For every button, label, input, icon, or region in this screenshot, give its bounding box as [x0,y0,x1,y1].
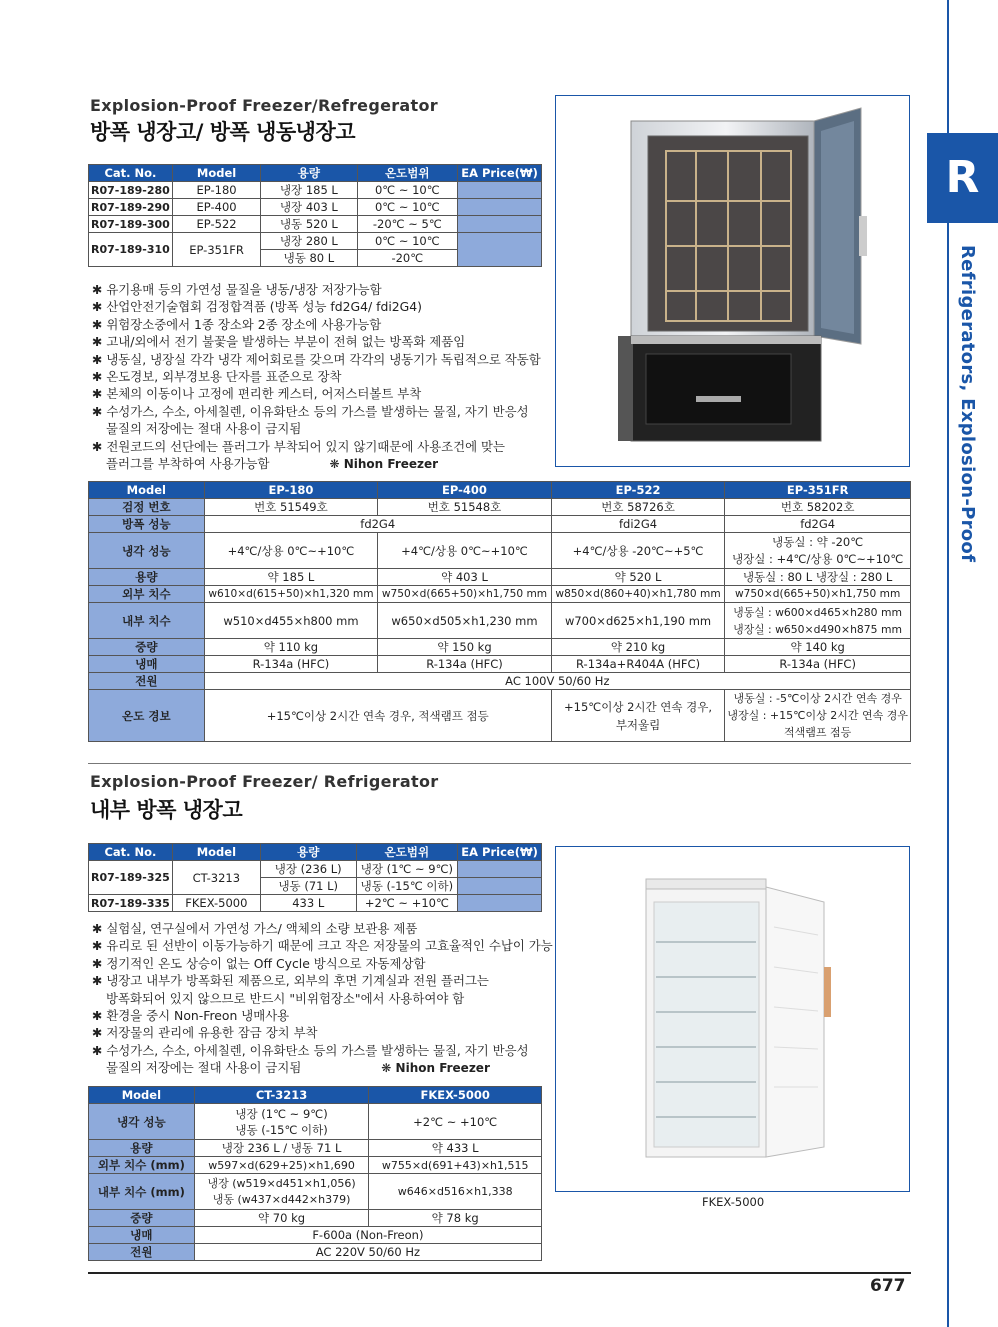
table-row [89,1210,542,1227]
model: EP-351FR [172,233,260,267]
price-cell [458,895,542,912]
price-cell [458,233,542,267]
cell: 약 140 kg [725,639,911,656]
section2-feature-list [92,920,553,1078]
col-header-temp: 온도범위 [356,844,458,861]
col-header-ep400: EP-400 [378,482,552,499]
cell: w755×d(691+43)×h1,515 [369,1157,542,1174]
table-row [89,673,911,690]
list-item: 방폭화되어 있지 않으므로 반드시 "비위험장소"에서 사용하여야 함 [106,990,465,1006]
list-item: ✱ 수성가스, 수소, 아세칠렌, 이유화탄소 등의 가스를 발생하는 물질, 자기 반응성 [92,1042,529,1058]
cell: R-134a (HFC) [204,656,378,673]
cell: 약 150 kg [378,639,552,656]
cell: F-600a (Non-Freon) [194,1227,541,1244]
col-header-ep180: EP-180 [204,482,378,499]
cell: w610×d(615+50)×h1,320 mm [204,586,378,603]
cell: w650×d505×h1,230 mm [378,603,552,639]
section1-title-en: Explosion-Proof Freezer/Refregerator [90,96,438,115]
cat-no: R07-189-290 [89,199,173,216]
row-header: 검정 번호 [89,499,205,516]
temp-range: 냉장 (1℃ ~ 9℃) [356,861,458,878]
list-item: ✱ 수성가스, 수소, 아세칠렌, 이유화탄소 등의 가스를 발생하는 물질, 자기 반응성 [92,403,529,419]
cell: 번호 58202호 [725,499,911,516]
cell-line: 냉동실 : -5℃이상 2시간 연속 경우 [733,692,902,705]
table-row [89,499,911,516]
price-cell [458,861,542,878]
row-header: 내부 치수 (mm) [89,1174,195,1210]
table-row [89,586,911,603]
cell [194,1104,369,1140]
row-header: 용량 [89,1140,195,1157]
cell: 약 78 kg [369,1210,542,1227]
capacity: 냉장 280 L [261,233,357,250]
cell: R-134a (HFC) [378,656,552,673]
cell: 냉장 236 L / 냉동 71 L [194,1140,369,1157]
cell: fd2G4 [725,516,911,533]
row-header: 냉각 성능 [89,533,205,569]
maker-label: Nihon Freezer [343,457,439,472]
row-header: 온도 경보 [89,690,205,742]
cell: w850×d(860+40)×h1,780 mm [551,586,725,603]
cell: AC 100V 50/60 Hz [204,673,910,690]
cell: 약 520 L [551,569,725,586]
list-item: ✱ 산업안전기술협회 검정합격품 (방폭 성능 fd2G4/ fdi2G4) [92,299,422,315]
table-row [89,1140,542,1157]
cell: w750×d(665+50)×h1,750 mm [378,586,552,603]
col-header-fkex5000: FKEX-5000 [369,1087,542,1104]
section1-feature-list [92,281,541,473]
cell-line: 냉장 (w519×d451×h1,056) [207,1176,356,1190]
section-tab-letter: R [927,133,998,223]
cell: 번호 51548호 [378,499,552,516]
capacity: 냉장 185 L [261,182,357,199]
cell: w646×d516×h1,338 [369,1174,542,1210]
list-item: ✱ 유리로 된 선반이 이동가능하기 때문에 크고 작은 저장물의 고효율적인 수납이 가능 [92,938,553,954]
row-header: 중량 [89,639,205,656]
list-item: 플러그를 부착하여 사용가능함 ❋ Nihon Freezer [106,456,439,472]
maker-label: Nihon Freezer [395,1061,490,1076]
temp-range: 0℃ ~ 10℃ [357,199,458,216]
cat-no: R07-189-310 [89,233,173,267]
list-item: ✱ 저장물의 관리에 유용한 잠금 장치 부착 [92,1025,318,1041]
cell: 냉동실 : 80 L 냉장실 : 280 L [725,569,911,586]
table-row [89,516,911,533]
cell-line: 냉동 (-15℃ 이하) [235,1122,328,1137]
cell-line: +15℃이상 2시간 연속 경우, [564,699,713,714]
section1-title-ko: 방폭 냉장고/ 방폭 냉동냉장고 [90,120,356,144]
table-row [89,1157,542,1174]
cell [725,690,911,742]
list-item: 물질의 저장에는 절대 사용이 금지됨 [106,421,302,437]
refrigerator-illustration [556,847,909,1191]
section1-spec-table [88,481,911,742]
page-number: 677 [870,1276,906,1296]
table-row [89,895,542,912]
list-item: ✱ 환경을 중시 Non-Freon 냉매사용 [92,1008,290,1024]
row-header: 외부 치수 (mm) [89,1157,195,1174]
list-item: ✱ 정기적인 온도 상승이 없는 Off Cycle 방식으로 자동제상함 [92,955,426,971]
row-header: 전원 [89,673,205,690]
row-header: 냉매 [89,656,205,673]
cell-line: 냉동실 : 약 -20℃ [772,534,864,549]
temp-range: -20℃ [357,250,458,267]
section1-catalog-table [88,164,542,267]
table-row [89,861,542,878]
section2-title-en: Explosion-Proof Freezer/ Refrigerator [90,772,439,791]
footer-rule [88,1272,911,1274]
list-item: ✱ 온도경보, 외부경보용 단자를 표준으로 장착 [92,369,342,385]
table-row [89,199,542,216]
table-row [89,216,542,233]
cell [551,690,725,742]
cell: w510×d455×h800 mm [204,603,378,639]
cell-line: 냉장 (1℃ ~ 9℃) [235,1106,328,1121]
cell: +4℃/상용 0℃~+10℃ [378,533,552,569]
list-item: ✱ 실험실, 연구실에서 가연성 가스/ 액체의 소량 보관용 제품 [92,921,418,936]
table-row [89,569,911,586]
section2-spec-table [88,1086,542,1261]
table-row [89,1174,542,1210]
cell-line: 냉장실 : +15℃이상 2시간 연속 경우 [727,709,908,722]
price-cell [458,182,542,199]
row-header: 전원 [89,1244,195,1261]
price-cell [458,199,542,216]
row-header: 방폭 성능 [89,516,205,533]
photo-caption: FKEX-5000 [702,1195,765,1209]
list-item: ✱ 위험장소중에서 1종 장소와 2종 장소에 사용가능함 [92,316,382,332]
cell: AC 220V 50/60 Hz [194,1244,541,1261]
list-item: 물질의 저장에는 절대 사용이 금지됨 ❋ Nihon Freezer [106,1060,490,1076]
cell-line: 냉장실 : w650×d490×h875 mm [733,622,902,636]
price-cell [458,216,542,233]
col-header-ct3213: CT-3213 [194,1087,369,1104]
cell: w700×d625×h1,190 mm [551,603,725,639]
list-item: ✱ 냉동실, 냉장실 각각 냉각 제어회로를 갖으며 각각의 냉동기가 독립적으로 작동함 [92,351,541,367]
cell: 약 433 L [369,1140,542,1157]
model: EP-522 [172,216,260,233]
table-row [89,603,911,639]
list-item: ✱ 본체의 이동이나 고정에 편리한 케스터, 어저스터볼트 부착 [92,386,422,402]
cell: 약 210 kg [551,639,725,656]
row-header: 냉각 성능 [89,1104,195,1140]
cat-no: R07-189-300 [89,216,173,233]
model: EP-180 [172,182,260,199]
section2-catalog-table [88,843,542,912]
col-header-ep351fr: EP-351FR [725,482,911,499]
list-item: ✱ 냉장고 내부가 방폭화된 제품으로, 외부의 후면 기계실과 전원 플러그는 [92,973,489,989]
cell: +4℃/상용 -20℃~+5℃ [551,533,725,569]
cell: 번호 58726호 [551,499,725,516]
temp-range: -20℃ ~ 5℃ [357,216,458,233]
row-header: 외부 치수 [89,586,205,603]
cell: R-134a (HFC) [725,656,911,673]
col-header-model: Model [89,482,205,499]
cell: 번호 51549호 [204,499,378,516]
col-header-model: Model [172,165,260,182]
temp-range: 0℃ ~ 10℃ [357,182,458,199]
table-row [89,1227,542,1244]
row-header: 냉매 [89,1227,195,1244]
product-photo-fkex-5000 [555,846,910,1192]
model: CT-3213 [172,861,260,895]
row-header: 중량 [89,1210,195,1227]
table-row [89,656,911,673]
col-header-model: Model [89,1087,195,1104]
list-item: ✱ 전원코드의 선단에는 플러그가 부착되어 있지 않기때문에 사용조건에 맞는 [92,438,505,454]
cell: w597×d(629+25)×h1,690 [194,1157,369,1174]
cell-line: 적색램프 점등 [784,726,852,739]
table-row [89,1104,542,1140]
cell-line: 냉동 (w437×d442×h379) [212,1192,351,1206]
col-header-capacity: 용량 [260,844,356,861]
cell-line: 냉장실 : +4℃/상용 0℃~+10℃ [732,551,904,566]
capacity: 433 L [260,895,356,912]
col-header-price: EA Price(₩) [458,165,542,182]
model: FKEX-5000 [172,895,260,912]
temp-range: 0℃ ~ 10℃ [357,233,458,250]
cell-line: 부저울림 [615,717,661,732]
cell: 약 70 kg [194,1210,369,1227]
table-row [89,690,911,742]
table-row [89,533,911,569]
col-header-price: EA Price(₩) [458,844,542,861]
capacity: 냉장 (236 L) [260,861,356,878]
col-header-capacity: 용량 [261,165,357,182]
table-row [89,182,542,199]
col-header-cat: Cat. No. [89,165,173,182]
table-row [89,233,542,250]
cell: +15℃이상 2시간 연속 경우, 적색램프 점등 [204,690,551,742]
cat-no: R07-189-325 [89,861,173,895]
cat-no: R07-189-335 [89,895,173,912]
freezer-illustration [556,96,909,466]
cell [725,603,911,639]
cat-no: R07-189-280 [89,182,173,199]
capacity: 냉동 80 L [261,250,357,267]
section-category-label: Refrigerators, Explosion-Proof [957,245,978,563]
cell: fd2G4 [204,516,551,533]
section-divider [88,763,911,764]
list-item: ✱ 고내/외에서 전기 불꽃을 발생하는 부분이 전혀 없는 방폭화 제품임 [92,334,466,350]
cell-line: 냉동실 : w600×d465×h280 mm [733,605,902,619]
cell [725,533,911,569]
col-header-temp: 온도범위 [357,165,458,182]
capacity: 냉동 520 L [261,216,357,233]
table-row [89,1244,542,1261]
temp-range: +2℃ ~ +10℃ [356,895,458,912]
cell: R-134a+R404A (HFC) [551,656,725,673]
col-header-cat: Cat. No. [89,844,173,861]
col-header-model: Model [172,844,260,861]
col-header-ep522: EP-522 [551,482,725,499]
list-item: ✱ 유기용매 등의 가연성 물질을 냉동/냉장 저장가능함 [92,282,382,297]
cell: fdi2G4 [551,516,725,533]
row-header: 내부 치수 [89,603,205,639]
cell: 약 110 kg [204,639,378,656]
product-photo-ep-series [555,95,910,467]
temp-range: 냉동 (-15℃ 이하) [356,878,458,895]
cell: w750×d(665+50)×h1,750 mm [725,586,911,603]
row-header: 용량 [89,569,205,586]
capacity: 냉장 403 L [261,199,357,216]
price-cell [458,878,542,895]
section2-title-ko: 내부 방폭 냉장고 [90,798,243,822]
cell: 약 403 L [378,569,552,586]
table-row [89,639,911,656]
cell: +4℃/상용 0℃~+10℃ [204,533,378,569]
capacity: 냉동 (71 L) [260,878,356,895]
cell: +2℃ ~ +10℃ [369,1104,542,1140]
cell: 약 185 L [204,569,378,586]
model: EP-400 [172,199,260,216]
cell [194,1174,369,1210]
